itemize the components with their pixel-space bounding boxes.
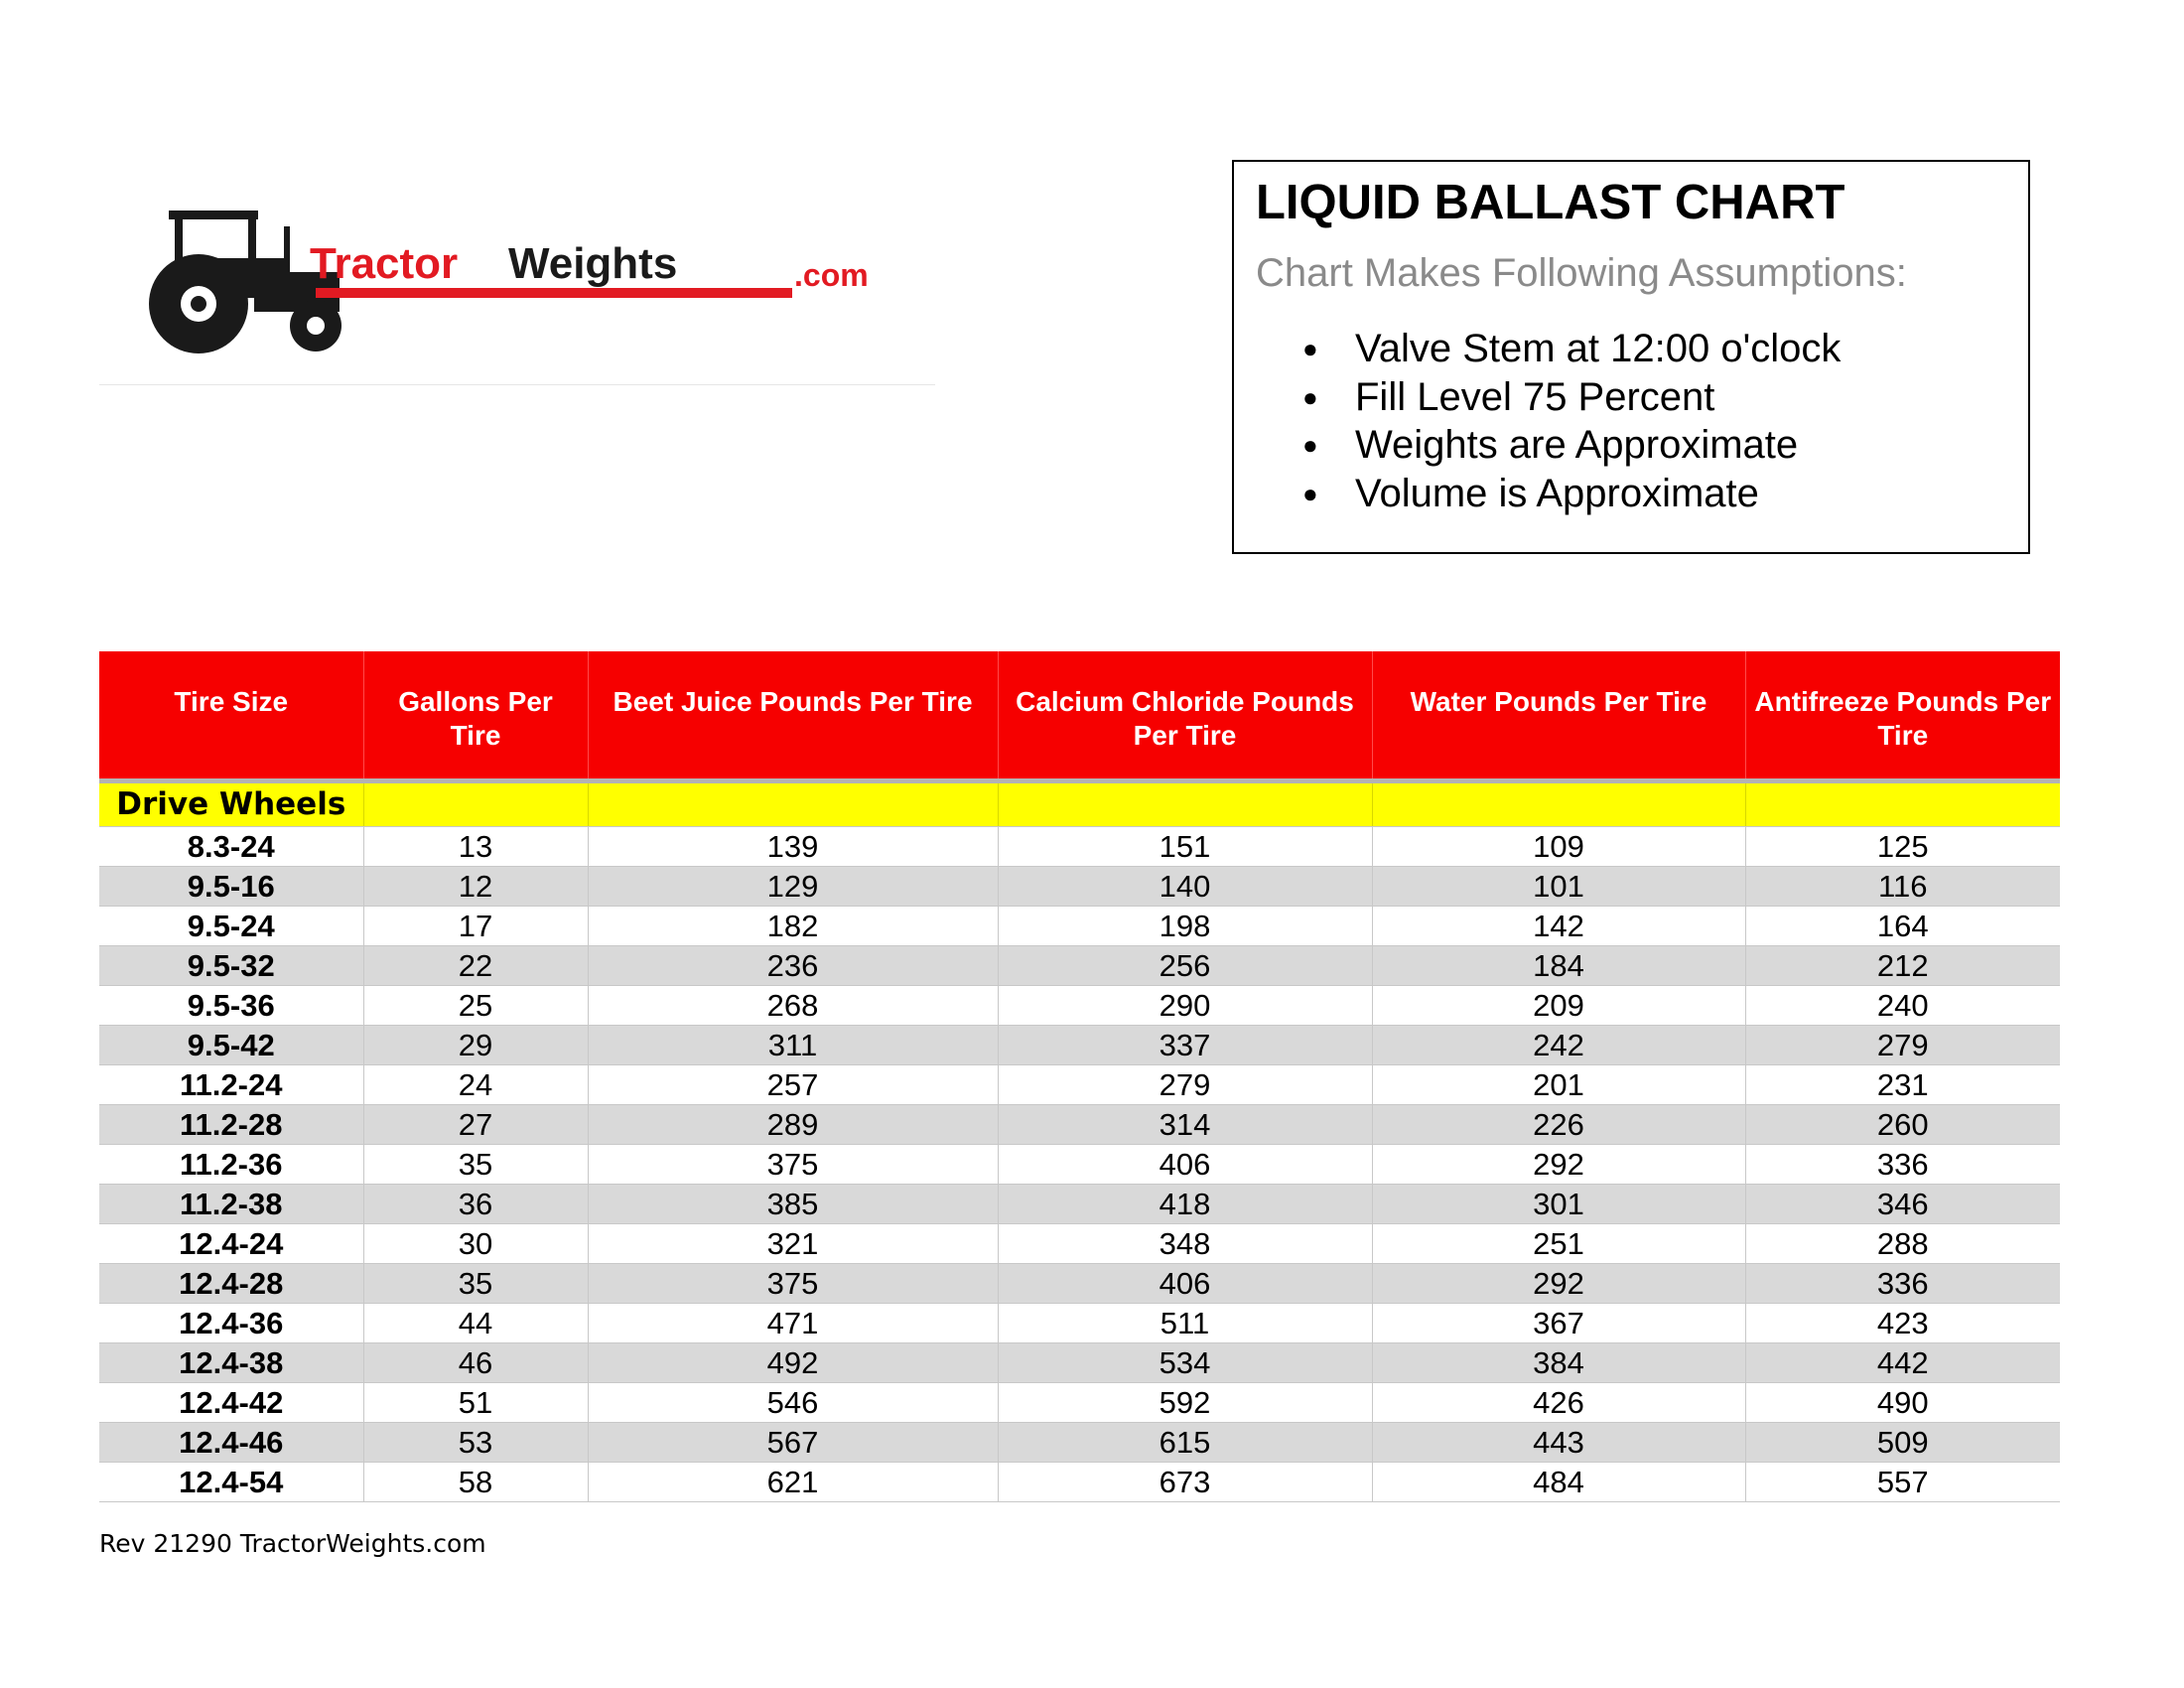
cell-calcium-chloride: 314 [998, 1104, 1372, 1144]
cell-water: 484 [1372, 1462, 1745, 1501]
cell-beet-juice: 471 [588, 1303, 998, 1342]
bullet-icon: ● [1302, 334, 1318, 363]
cell-antifreeze: 442 [1745, 1342, 2060, 1382]
cell-tire-size: 9.5-32 [99, 945, 363, 985]
cell-calcium-chloride: 140 [998, 866, 1372, 906]
table-row [99, 1025, 2060, 1064]
cell-tire-size: 9.5-42 [99, 1025, 363, 1064]
cell-antifreeze: 288 [1745, 1223, 2060, 1263]
tractorweights-logo [149, 209, 903, 357]
cell-tire-size: 12.4-54 [99, 1462, 363, 1501]
header-water: Water Pounds Per Tire [1372, 651, 1745, 780]
table-row [99, 1462, 2060, 1501]
cell-water: 301 [1372, 1184, 1745, 1223]
cell-antifreeze: 212 [1745, 945, 2060, 985]
cell-calcium-chloride: 406 [998, 1263, 1372, 1303]
cell-tire-size: 12.4-36 [99, 1303, 363, 1342]
cell-water: 443 [1372, 1422, 1745, 1462]
cell-water: 201 [1372, 1064, 1745, 1104]
logo-divider [99, 384, 935, 385]
header-tire-size: Tire Size [99, 651, 363, 780]
cell-tire-size: 12.4-28 [99, 1263, 363, 1303]
cell-antifreeze: 260 [1745, 1104, 2060, 1144]
cell-calcium-chloride: 406 [998, 1144, 1372, 1184]
cell-gallons: 36 [363, 1184, 588, 1223]
cell-antifreeze: 346 [1745, 1184, 2060, 1223]
table-row [99, 1223, 2060, 1263]
cell-beet-juice: 236 [588, 945, 998, 985]
header-calcium-chloride: Calcium Chloride Pounds Per Tire [998, 651, 1372, 780]
bullet-icon: ● [1302, 381, 1318, 412]
cell-calcium-chloride: 673 [998, 1462, 1372, 1501]
cell-tire-size: 12.4-42 [99, 1382, 363, 1422]
cell-beet-juice: 311 [588, 1025, 998, 1064]
cell-water: 242 [1372, 1025, 1745, 1064]
cell-tire-size: 11.2-38 [99, 1184, 363, 1223]
table-row [99, 866, 2060, 906]
cell-beet-juice: 268 [588, 985, 998, 1025]
cell-antifreeze: 509 [1745, 1422, 2060, 1462]
bullet-icon: ● [1302, 478, 1318, 508]
cell-water: 292 [1372, 1144, 1745, 1184]
table-row [99, 1422, 2060, 1462]
table-row [99, 826, 2060, 866]
assumption-item: ● Weights are Approximate [1256, 421, 2006, 470]
cell-beet-juice: 139 [588, 826, 998, 866]
cell-tire-size: 11.2-36 [99, 1144, 363, 1184]
cell-beet-juice: 375 [588, 1144, 998, 1184]
logo-word-weights: Weights [508, 239, 678, 288]
cell-tire-size: 9.5-36 [99, 985, 363, 1025]
cell-calcium-chloride: 348 [998, 1223, 1372, 1263]
logo-suffix: .com [794, 257, 869, 293]
cell-water: 184 [1372, 945, 1745, 985]
assumption-item: ● Volume is Approximate [1256, 470, 2006, 518]
table-row [99, 1104, 2060, 1144]
table-row [99, 1064, 2060, 1104]
cell-tire-size: 11.2-24 [99, 1064, 363, 1104]
cell-water: 251 [1372, 1223, 1745, 1263]
cell-beet-juice: 257 [588, 1064, 998, 1104]
cell-calcium-chloride: 151 [998, 826, 1372, 866]
bullet-icon: ● [1302, 430, 1318, 460]
section-row-drive-wheels [99, 780, 2060, 826]
table-row [99, 1263, 2060, 1303]
table-row [99, 906, 2060, 945]
cell-water: 226 [1372, 1104, 1745, 1144]
cell-antifreeze: 423 [1745, 1303, 2060, 1342]
cell-water: 109 [1372, 826, 1745, 866]
cell-antifreeze: 490 [1745, 1382, 2060, 1422]
assumptions-box [1232, 160, 2030, 554]
cell-calcium-chloride: 511 [998, 1303, 1372, 1342]
cell-gallons: 58 [363, 1462, 588, 1501]
cell-antifreeze: 231 [1745, 1064, 2060, 1104]
cell-water: 142 [1372, 906, 1745, 945]
table-row [99, 985, 2060, 1025]
cell-calcium-chloride: 337 [998, 1025, 1372, 1064]
cell-antifreeze: 336 [1745, 1144, 2060, 1184]
table-row [99, 945, 2060, 985]
cell-gallons: 35 [363, 1263, 588, 1303]
cell-beet-juice: 375 [588, 1263, 998, 1303]
cell-gallons: 27 [363, 1104, 588, 1144]
cell-calcium-chloride: 592 [998, 1382, 1372, 1422]
assumption-item: ● Fill Level 75 Percent [1256, 373, 2006, 422]
cell-gallons: 22 [363, 945, 588, 985]
cell-gallons: 51 [363, 1382, 588, 1422]
cell-beet-juice: 182 [588, 906, 998, 945]
cell-antifreeze: 125 [1745, 826, 2060, 866]
cell-gallons: 13 [363, 826, 588, 866]
cell-beet-juice: 621 [588, 1462, 998, 1501]
cell-calcium-chloride: 279 [998, 1064, 1372, 1104]
cell-gallons: 24 [363, 1064, 588, 1104]
cell-tire-size: 11.2-28 [99, 1104, 363, 1144]
footer-revision: Rev 21290 TractorWeights.com [99, 1529, 486, 1558]
cell-beet-juice: 567 [588, 1422, 998, 1462]
table-row [99, 1184, 2060, 1223]
table-row [99, 1382, 2060, 1422]
cell-gallons: 12 [363, 866, 588, 906]
header-gallons: Gallons Per Tire [363, 651, 588, 780]
cell-antifreeze: 336 [1745, 1263, 2060, 1303]
chart-subtitle: Chart Makes Following Assumptions: [1256, 251, 1907, 295]
cell-water: 292 [1372, 1263, 1745, 1303]
cell-gallons: 44 [363, 1303, 588, 1342]
cell-beet-juice: 129 [588, 866, 998, 906]
section-label: Drive Wheels [99, 780, 363, 826]
cell-beet-juice: 546 [588, 1382, 998, 1422]
cell-antifreeze: 240 [1745, 985, 2060, 1025]
header-beet-juice: Beet Juice Pounds Per Tire [588, 651, 998, 780]
chart-title: LIQUID BALLAST CHART [1256, 176, 1845, 229]
table-row [99, 1342, 2060, 1382]
cell-calcium-chloride: 290 [998, 985, 1372, 1025]
cell-tire-size: 9.5-24 [99, 906, 363, 945]
cell-antifreeze: 557 [1745, 1462, 2060, 1501]
cell-water: 384 [1372, 1342, 1745, 1382]
ballast-table [99, 651, 2060, 1502]
cell-gallons: 25 [363, 985, 588, 1025]
assumption-item: ● Valve Stem at 12:00 o'clock [1256, 325, 2006, 373]
cell-water: 426 [1372, 1382, 1745, 1422]
cell-gallons: 17 [363, 906, 588, 945]
cell-beet-juice: 289 [588, 1104, 998, 1144]
cell-tire-size: 12.4-24 [99, 1223, 363, 1263]
cell-beet-juice: 321 [588, 1223, 998, 1263]
cell-tire-size: 12.4-46 [99, 1422, 363, 1462]
assumption-list [1256, 325, 2006, 517]
cell-beet-juice: 385 [588, 1184, 998, 1223]
cell-gallons: 29 [363, 1025, 588, 1064]
cell-tire-size: 8.3-24 [99, 826, 363, 866]
cell-tire-size: 9.5-16 [99, 866, 363, 906]
cell-gallons: 53 [363, 1422, 588, 1462]
cell-antifreeze: 164 [1745, 906, 2060, 945]
header-antifreeze: Antifreeze Pounds Per Tire [1745, 651, 2060, 780]
cell-water: 101 [1372, 866, 1745, 906]
cell-calcium-chloride: 256 [998, 945, 1372, 985]
cell-antifreeze: 279 [1745, 1025, 2060, 1064]
table-header-row [99, 651, 2060, 780]
cell-water: 367 [1372, 1303, 1745, 1342]
cell-calcium-chloride: 418 [998, 1184, 1372, 1223]
cell-calcium-chloride: 198 [998, 906, 1372, 945]
cell-antifreeze: 116 [1745, 866, 2060, 906]
cell-gallons: 35 [363, 1144, 588, 1184]
cell-beet-juice: 492 [588, 1342, 998, 1382]
table-row [99, 1144, 2060, 1184]
cell-calcium-chloride: 534 [998, 1342, 1372, 1382]
cell-gallons: 46 [363, 1342, 588, 1382]
cell-calcium-chloride: 615 [998, 1422, 1372, 1462]
cell-gallons: 30 [363, 1223, 588, 1263]
cell-tire-size: 12.4-38 [99, 1342, 363, 1382]
table-row [99, 1303, 2060, 1342]
cell-water: 209 [1372, 985, 1745, 1025]
logo-word-tractor: Tractor [310, 239, 459, 288]
